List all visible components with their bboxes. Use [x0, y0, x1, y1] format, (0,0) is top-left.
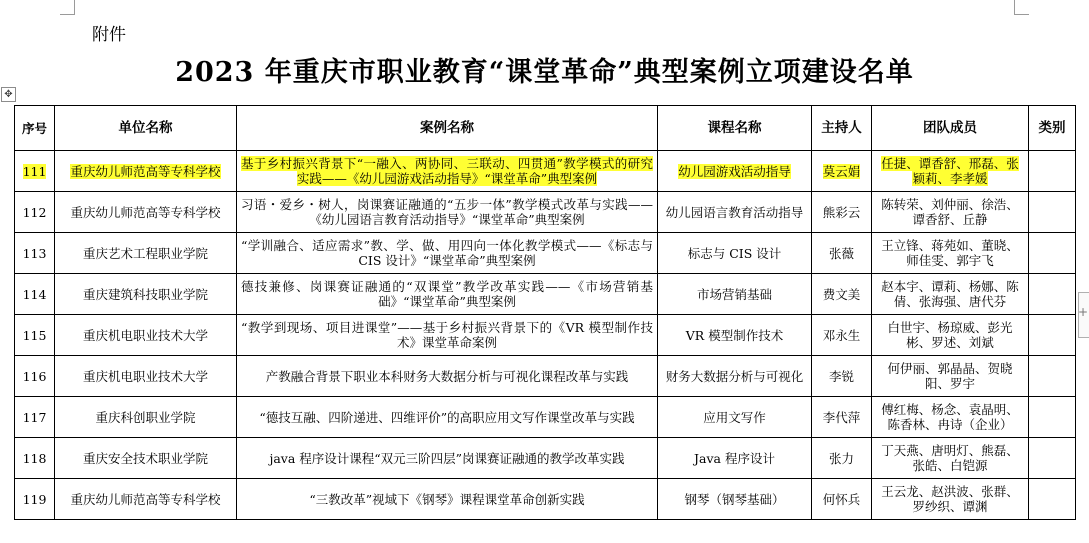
header-case: 案例名称: [237, 106, 658, 151]
cell-category: [1029, 233, 1076, 274]
header-course: 课程名称: [658, 106, 812, 151]
cell-team: 王立锋、蒋苑如、董晓、师佳雯、郭宇飞: [872, 233, 1029, 274]
cell-host: 熊彩云: [812, 192, 872, 233]
highlighted-text: 任捷、谭香舒、邢磊、张颖莉、李孝媛: [881, 156, 1019, 186]
cell-seq: 118: [15, 438, 55, 479]
cell-case: 产教融合背景下职业本科财务大数据分析与可视化课程改革与实践: [237, 356, 658, 397]
cell-unit: [55, 151, 237, 192]
cell-host: 张力: [812, 438, 872, 479]
cell-team: 傅红梅、杨念、袁晶明、陈香林、冉诗（企业）: [872, 397, 1029, 438]
header-category: 类别: [1029, 106, 1076, 151]
project-list-table: [14, 105, 1076, 520]
cell-course: 财务大数据分析与可视化: [658, 356, 812, 397]
table-row: [15, 438, 1076, 479]
cell-case: 德技兼修、岗课赛证融通的“双课堂”教学改革实践——《市场营销基础》“课堂革命”典型案例: [237, 274, 658, 315]
header-team: 团队成员: [872, 106, 1029, 151]
add-icon[interactable]: +: [1077, 305, 1088, 319]
table-row: [15, 192, 1076, 233]
cell-course: 市场营销基础: [658, 274, 812, 315]
highlighted-text: 莫云娟: [822, 163, 861, 179]
cell-team: 丁天燕、唐明灯、熊磊、张皓、白铠源: [872, 438, 1029, 479]
cell-host: 费文美: [812, 274, 872, 315]
highlighted-text: 幼儿园游戏活动指导: [678, 163, 791, 179]
cell-category: [1029, 397, 1076, 438]
cell-course: 应用文写作: [658, 397, 812, 438]
cell-course: [658, 151, 812, 192]
page-corner-mark: [60, 0, 75, 15]
cell-host: 张薇: [812, 233, 872, 274]
cell-case: “学训融合、适应需求”教、学、做、用四向一体化教学模式——《标志与 CIS 设计》“课堂革命”典型案例: [237, 233, 658, 274]
cell-seq: 116: [15, 356, 55, 397]
cell-team: 王云龙、赵洪波、张群、罗纱织、谭渊: [872, 479, 1029, 520]
document-title: 2023 年重庆市职业教育“课堂革命”典型案例立项建设名单: [175, 57, 914, 88]
cell-category: [1029, 438, 1076, 479]
cell-category: [1029, 356, 1076, 397]
cell-course: 钢琴（钢琴基础）: [658, 479, 812, 520]
highlighted-text: 111: [22, 163, 47, 179]
cell-unit: 重庆机电职业技术大学: [55, 315, 237, 356]
header-unit: 单位名称: [55, 106, 237, 151]
table-row: [15, 233, 1076, 274]
cell-category: [1029, 479, 1076, 520]
cell-team: 赵本宇、谭莉、杨娜、陈倩、张海强、唐代芬: [872, 274, 1029, 315]
cell-unit: 重庆建筑科技职业学院: [55, 274, 237, 315]
table-header-row: [15, 106, 1076, 151]
table-row: [15, 151, 1076, 192]
cell-course: 标志与 CIS 设计: [658, 233, 812, 274]
cell-category: [1029, 151, 1076, 192]
cell-host: 邓永生: [812, 315, 872, 356]
cell-case: “德技互融、四阶递进、四维评价”的高职应用文写作课堂改革与实践: [237, 397, 658, 438]
cell-unit: 重庆科创职业学院: [55, 397, 237, 438]
cell-seq: 119: [15, 479, 55, 520]
cell-seq: 117: [15, 397, 55, 438]
cell-team: 白世宇、杨琼威、彭光彬、罗述、刘斌: [872, 315, 1029, 356]
table-row: [15, 274, 1076, 315]
table-row: [15, 397, 1076, 438]
cell-course: VR 模型制作技术: [658, 315, 812, 356]
cell-unit: 重庆机电职业技术大学: [55, 356, 237, 397]
highlighted-text: 重庆幼儿师范高等专科学校: [70, 163, 221, 179]
cell-case: 习语・爱乡・树人，岗课赛证融通的“五步一体”教学模式改革与实践——《幼儿园语言教育活动指导》“课堂革命”典型案例: [237, 192, 658, 233]
cell-seq: 113: [15, 233, 55, 274]
cell-seq: 115: [15, 315, 55, 356]
cell-seq: 114: [15, 274, 55, 315]
cell-category: [1029, 192, 1076, 233]
cell-team: 何伊丽、郭晶晶、贺晓阳、罗宇: [872, 356, 1029, 397]
cell-unit: 重庆艺术工程职业学院: [55, 233, 237, 274]
table-move-handle-icon[interactable]: ✥: [1, 87, 16, 102]
cell-case: [237, 151, 658, 192]
header-host: 主持人: [812, 106, 872, 151]
cell-case: “教学到现场、项目进课堂”——基于乡村振兴背景下的《VR 模型制作技术》课堂革命案例: [237, 315, 658, 356]
cell-team: [872, 151, 1029, 192]
cell-host: 何怀兵: [812, 479, 872, 520]
cell-host: 李锐: [812, 356, 872, 397]
cell-unit: 重庆幼儿师范高等专科学校: [55, 192, 237, 233]
table-row: [15, 315, 1076, 356]
cell-unit: 重庆幼儿师范高等专科学校: [55, 479, 237, 520]
page-corner-mark: [1014, 0, 1029, 15]
cell-category: [1029, 315, 1076, 356]
cell-team: 陈转荣、刘仲丽、徐浩、谭香舒、丘静: [872, 192, 1029, 233]
cell-course: Java 程序设计: [658, 438, 812, 479]
table-row: [15, 479, 1076, 520]
attachment-label: 附件: [92, 25, 126, 45]
cell-seq: [15, 151, 55, 192]
cell-seq: 112: [15, 192, 55, 233]
highlighted-text: 基于乡村振兴背景下“一融入、两协同、三联动、四贯通”教学模式的研究实践——《幼儿园游戏活动指导》“课堂革命”典型案例: [241, 156, 653, 186]
cell-category: [1029, 274, 1076, 315]
cell-case: “三教改革”视域下《钢琴》课程课堂革命创新实践: [237, 479, 658, 520]
table-row: [15, 356, 1076, 397]
header-seq: 序号: [15, 106, 55, 151]
cell-host: [812, 151, 872, 192]
cell-course: 幼儿园语言教育活动指导: [658, 192, 812, 233]
cell-host: 李代萍: [812, 397, 872, 438]
cell-case: java 程序设计课程“双元三阶四层”岗课赛证融通的教学改革实践: [237, 438, 658, 479]
cell-unit: 重庆安全技术职业学院: [55, 438, 237, 479]
